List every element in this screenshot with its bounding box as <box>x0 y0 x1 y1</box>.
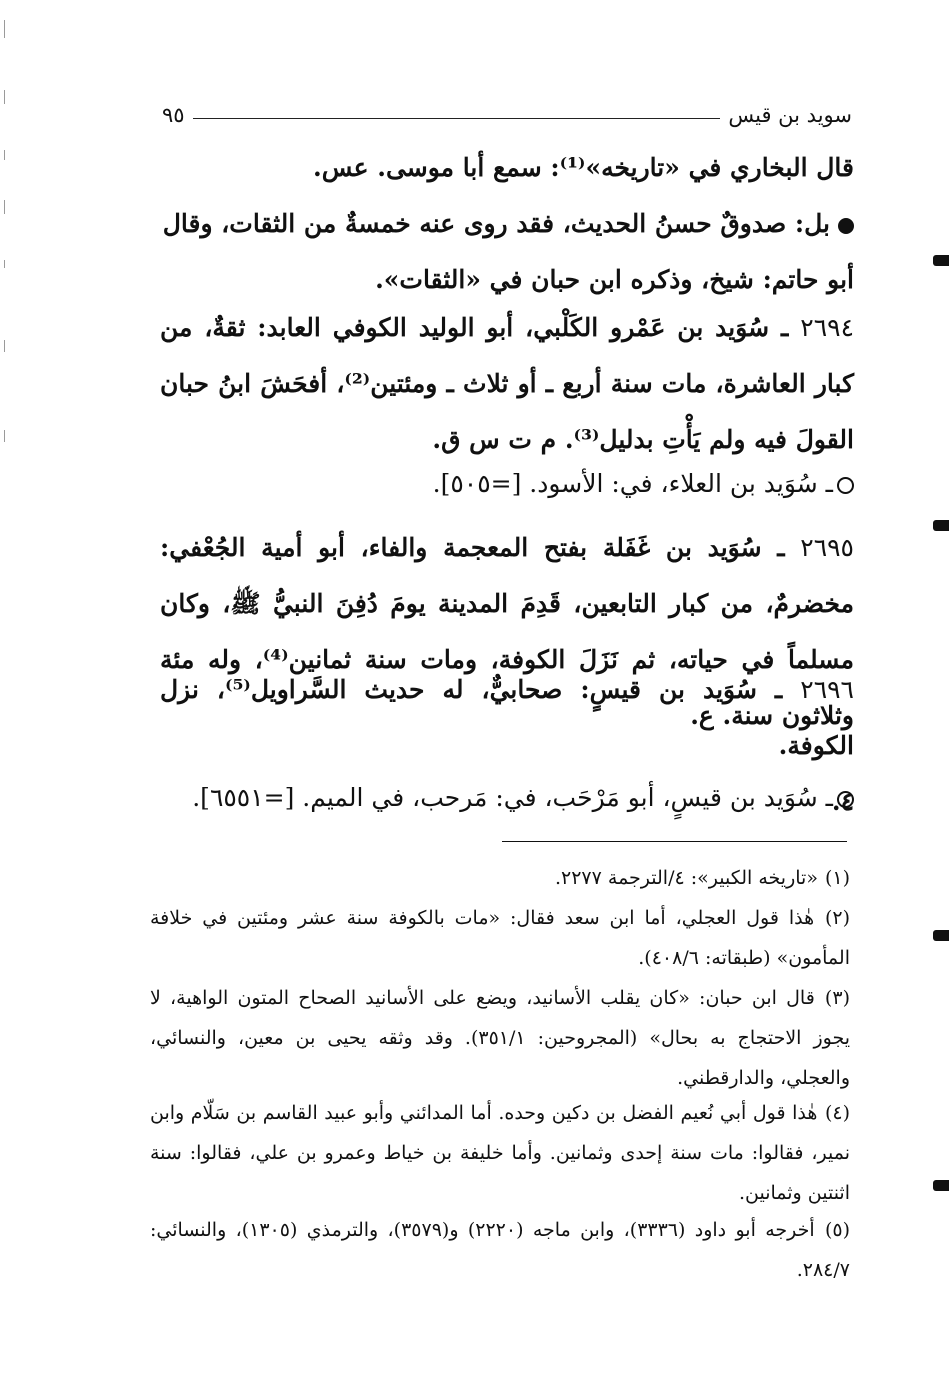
running-head <box>162 98 852 132</box>
bal-line-1: بل: صدوقٌ حسنُ الحديث، فقد روى عنه خمسةٌ من الثقات، وقال <box>162 209 830 238</box>
entry-number: ٢٦٩٤ <box>800 313 854 342</box>
reference-text: ـ سُوَيد بن العلاء، في: الأسود. [=٥٠٥]. <box>432 469 833 498</box>
running-head-rule <box>193 118 721 119</box>
footnote-text: قال ابن حبان: «كان يقلب الأسانيد، ويضع على الأسانيد الصحاح المتون الواهية، لا يجوز الاحتجاج به بحال» (المجروحين: ٣٥١/١). وقد وثقه يحيى بن معين، والنسائي، والعجلي، والدارقطني. <box>150 987 850 1089</box>
entry-2694 <box>160 300 854 468</box>
running-head-title: سويد بن قيس <box>728 103 852 127</box>
footnote-2 <box>150 898 850 978</box>
footnote-number: (٢) <box>824 907 850 929</box>
bal-line-2: أبو حاتم: شيخ، وذكره ابن حبان في «الثقات». <box>375 265 854 294</box>
intro-line <box>160 140 854 196</box>
entry-number: ٢٦٩٥ <box>800 533 854 562</box>
circle-icon <box>837 791 854 808</box>
entry-text: ـ سُوَيد بن قيسٍ: صحابيٌّ، له حديث السَّراويل⁽⁵⁾، نزل الكوفة. <box>160 675 854 760</box>
entry-tail: ٤. <box>831 787 854 816</box>
footnote-4 <box>150 1093 850 1213</box>
binding-mark <box>933 255 949 266</box>
binding-mark <box>933 1180 949 1191</box>
entry-text: ـ سُوَيد بن عَمْرو الكَلْبي، أبو الوليد الكوفي العابد: ثقةٌ، من كبار العاشرة، مات سنة أربع ـ أو ثلاث ـ ومئتين⁽²⁾، أفحَشَ ابنُ حبان القولَ فيه ولم يَأْتِ بدليل⁽³⁾. م ت س ق. <box>160 313 854 454</box>
entry-text: ـ سُوَيد بن غَفَلة بفتح المعجمة والفاء، أبو أمية الجُعْفي: مخضرمٌ، من كبار التابعين، قَدِمَ المدينة يومَ دُفِنَ النبيُّ ﷺ، وكان مسلماً في حياته، ثم نَزَلَ الكوفة، ومات سنة ثمانين⁽⁴⁾، وله مئة وثلاثون سنة. ع. <box>160 533 854 730</box>
intro-line-text: قال البخاري في «تاريخه»⁽¹⁾: سمع أبا موسى. عس. <box>313 153 854 182</box>
footnote-3 <box>150 978 850 1098</box>
bullet-icon <box>838 218 854 234</box>
footnote-number: (٥) <box>824 1219 850 1241</box>
binding-mark <box>933 930 949 941</box>
reference-text: ـ سُوَيد بن قيسٍ، أبو مَرْحَب، في: مَرحب، في الميم. [=٦٥٥١]. <box>192 783 833 812</box>
footnote-text: هٰذا قول العجلي، أما ابن سعد فقال: «مات بالكوفة سنة عشر ومئتين في خلافة المأمون» (طبقاته: ٤٠٨/٦). <box>150 907 850 969</box>
footnote-text: «تاريخه الكبير»: ٤/الترجمة ٢٢٧٧. <box>554 867 818 889</box>
footnote-5 <box>150 1210 850 1290</box>
footnote-number: (٣) <box>824 987 850 1009</box>
binding-mark <box>933 520 949 531</box>
footnote-text: هٰذا قول أبي نُعيم الفضل بن دكين وحده. أما المدائني وأبو عبيد القاسم بن سَلّام وابن نمير، فقالوا: مات سنة إحدى وثمانين. وأما خليفة بن خياط وعمرو بن علي، فقالوا: سنة اثنتين وثمانين. <box>150 1102 850 1204</box>
footnote-1 <box>150 858 850 898</box>
footnote-number: (٤) <box>824 1102 850 1124</box>
reference-murahhab <box>160 770 854 826</box>
bal-paragraph <box>160 196 854 308</box>
page-number: ٩٥ <box>162 103 185 127</box>
reference-ala <box>160 456 854 512</box>
footnote-number: (١) <box>824 867 850 889</box>
circle-icon <box>837 477 854 494</box>
entry-number: ٢٦٩٦ <box>800 675 854 704</box>
footnote-text: أخرجه أبو داود (٣٣٣٦)، وابن ماجه (٢٢٢٠) و(٣٥٧٩)، والترمذي (١٣٠٥)، والنسائي: ٢٨٤/٧. <box>150 1219 850 1281</box>
footnote-rule <box>502 841 847 842</box>
page-edge-marks <box>0 0 12 1373</box>
